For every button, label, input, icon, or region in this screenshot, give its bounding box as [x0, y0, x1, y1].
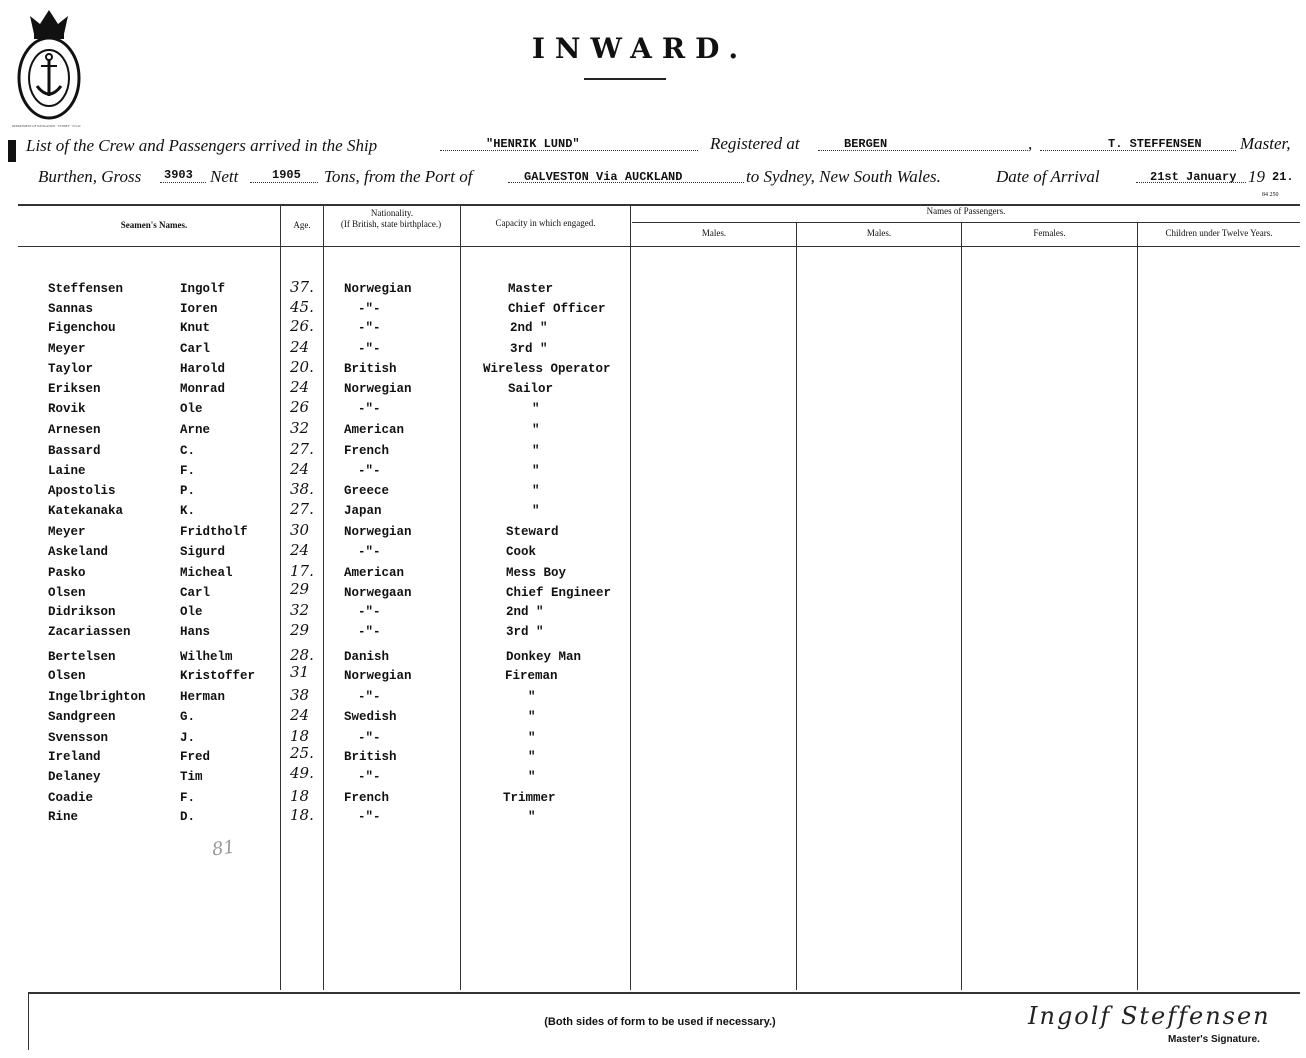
- crew-age: 24: [290, 460, 310, 478]
- crew-given-name: P.: [180, 484, 196, 498]
- crew-nationality: -"-: [358, 625, 381, 639]
- crew-surname: Figenchou: [48, 321, 116, 335]
- crew-surname: Svensson: [48, 731, 109, 745]
- crew-nationality: Norwegaan: [344, 586, 412, 600]
- crew-capacity: ": [532, 423, 540, 437]
- header-males-2: Males.: [866, 228, 892, 238]
- crew-capacity: ": [528, 750, 536, 764]
- col-divider-age: [323, 204, 324, 990]
- crew-capacity: 3rd ": [506, 625, 544, 639]
- col-divider-nationality: [460, 204, 461, 990]
- crew-given-name: Micheal: [180, 566, 233, 580]
- arrival-label: Date of Arrival: [996, 167, 1100, 186]
- arrival-year: 21.: [1272, 170, 1294, 184]
- crew-nationality: British: [344, 750, 397, 764]
- registered-comma: ,: [1028, 134, 1033, 153]
- header-seamens-names: Seamen's Names.: [120, 220, 188, 230]
- crew-given-name: Harold: [180, 362, 226, 376]
- crew-capacity: ": [532, 402, 540, 416]
- pencil-note: 81: [210, 836, 237, 861]
- header-females: Females.: [1033, 228, 1066, 238]
- crew-age: 27.: [290, 440, 314, 458]
- crew-surname: Delaney: [48, 770, 101, 784]
- crew-surname: Coadie: [48, 791, 94, 805]
- crew-surname: Olsen: [48, 586, 86, 600]
- crew-surname: Katekanaka: [48, 504, 124, 518]
- crew-nationality: Norwegian: [344, 382, 412, 396]
- crew-capacity: Steward: [506, 525, 559, 539]
- crew-given-name: Sigurd: [180, 545, 226, 559]
- master-label: Master,: [1240, 134, 1291, 153]
- crew-given-name: F.: [180, 464, 196, 478]
- header-males-1: Males.: [701, 228, 727, 238]
- crew-nationality: -"-: [358, 545, 381, 559]
- crew-capacity: ": [528, 770, 536, 784]
- crew-age: 27.: [290, 500, 314, 518]
- nett-line: [250, 182, 318, 183]
- crew-nationality: Norwegian: [344, 525, 412, 539]
- crew-nationality: -"-: [358, 605, 381, 619]
- crew-age: 28.: [290, 646, 314, 664]
- crew-nationality: -"-: [358, 731, 381, 745]
- crew-age: 18: [290, 727, 310, 745]
- crew-given-name: Ole: [180, 402, 203, 416]
- table-bottom-rule: [28, 992, 1300, 994]
- crew-surname: Eriksen: [48, 382, 101, 396]
- destination-label: to Sydney, New South Wales.: [746, 167, 941, 186]
- crew-given-name: G.: [180, 710, 196, 724]
- crew-age: 30: [290, 521, 310, 539]
- crew-given-name: Ioren: [180, 302, 218, 316]
- crew-age: 26.: [290, 317, 314, 335]
- margin-mark: [8, 140, 16, 162]
- crew-nationality: French: [344, 791, 390, 805]
- crew-age: 20.: [290, 358, 314, 376]
- crew-age: 49.: [290, 764, 314, 782]
- tons-label: Tons, from the Port of: [324, 167, 473, 186]
- crew-nationality: Swedish: [344, 710, 397, 724]
- arrival-year-prefix: 19: [1248, 167, 1265, 186]
- signature-label: Master's Signature.: [1168, 1034, 1260, 1045]
- crew-age: 29: [290, 621, 310, 639]
- crew-given-name: Arne: [180, 423, 211, 437]
- crew-nationality: Greece: [344, 484, 390, 498]
- crew-age: 18.: [290, 806, 314, 824]
- crew-surname: Sandgreen: [48, 710, 116, 724]
- crew-capacity: 3rd ": [510, 342, 548, 356]
- header-nationality: Nationality.: [370, 208, 414, 218]
- form-instruction: (Both sides of form to be used if necessary.): [544, 1016, 776, 1028]
- crew-capacity: ": [528, 810, 536, 824]
- crew-given-name: Ole: [180, 605, 203, 619]
- crew-nationality: Danish: [344, 650, 390, 664]
- form-number: 84 250: [1262, 192, 1279, 198]
- crew-given-name: Fridtholf: [180, 525, 248, 539]
- from-port: GALVESTON Via AUCKLAND: [524, 170, 683, 184]
- crew-nationality: British: [344, 362, 397, 376]
- crew-surname: Askeland: [48, 545, 109, 559]
- gross-line: [160, 182, 206, 183]
- col-divider-females: [1137, 222, 1138, 990]
- crew-nationality: -"-: [358, 342, 381, 356]
- title-underline: [584, 78, 666, 80]
- crew-nationality: -"-: [358, 690, 381, 704]
- crew-age: 24: [290, 541, 310, 559]
- burthen-label: Burthen, Gross: [38, 167, 142, 186]
- crew-capacity: Chief Engineer: [506, 586, 612, 600]
- crew-surname: Bassard: [48, 444, 101, 458]
- crew-capacity: ": [532, 484, 540, 498]
- crew-age: 24: [290, 338, 310, 356]
- page-title: INWARD.: [531, 32, 749, 65]
- crew-surname: Zacariassen: [48, 625, 131, 639]
- crew-given-name: Kristoffer: [180, 669, 256, 683]
- crew-given-name: Tim: [180, 770, 203, 784]
- crew-nationality: -"-: [358, 770, 381, 784]
- col-divider-males1: [796, 222, 797, 990]
- crew-capacity: ": [528, 731, 536, 745]
- crew-surname: Meyer: [48, 342, 86, 356]
- crew-given-name: J.: [180, 731, 196, 745]
- col-divider-names: [280, 204, 281, 990]
- crew-nationality: Japan: [344, 504, 382, 518]
- crew-given-name: D.: [180, 810, 196, 824]
- nett-label: Nett: [210, 167, 239, 186]
- crew-given-name: Knut: [180, 321, 211, 335]
- header-prefix: List of the Crew and Passengers arrived in the Ship: [26, 136, 378, 155]
- crew-capacity: 2nd ": [506, 605, 544, 619]
- crew-given-name: Carl: [180, 586, 211, 600]
- header-age: Age.: [293, 220, 311, 230]
- crew-given-name: C.: [180, 444, 196, 458]
- master-name: T. STEFFENSEN: [1108, 137, 1202, 151]
- header-bottom-rule: [18, 246, 1300, 247]
- crew-surname: Apostolis: [48, 484, 116, 498]
- col-divider-males2: [961, 222, 962, 990]
- crew-age: 24: [290, 378, 310, 396]
- crew-capacity: Wireless Operator: [483, 362, 611, 376]
- crew-surname: Arnesen: [48, 423, 101, 437]
- crew-age: 38.: [290, 480, 314, 498]
- crew-surname: Taylor: [48, 362, 94, 376]
- crew-surname: Steffensen: [48, 282, 124, 296]
- crew-given-name: Herman: [180, 690, 226, 704]
- header-children: Children under Twelve Years.: [1165, 228, 1273, 238]
- crew-age: 26: [290, 398, 310, 416]
- crew-capacity: Trimmer: [503, 791, 556, 805]
- crew-surname: Ingelbrighton: [48, 690, 146, 704]
- crew-age: 17.: [290, 562, 314, 580]
- crew-capacity: ": [528, 710, 536, 724]
- crew-surname: Ireland: [48, 750, 101, 764]
- crew-given-name: Hans: [180, 625, 211, 639]
- crew-given-name: F.: [180, 791, 196, 805]
- crew-surname: Rine: [48, 810, 79, 824]
- crew-age: 31: [290, 663, 310, 681]
- crew-nationality: American: [344, 566, 405, 580]
- crew-age: 38: [290, 686, 310, 704]
- crew-capacity: Mess Boy: [506, 566, 567, 580]
- crew-capacity: Master: [508, 282, 554, 296]
- crew-surname: Bertelsen: [48, 650, 116, 664]
- crew-age: 24: [290, 706, 310, 724]
- crew-age: 29: [290, 580, 310, 598]
- crew-capacity: 2nd ": [510, 321, 548, 335]
- crew-nationality: Norwegian: [344, 282, 412, 296]
- crew-surname: Pasko: [48, 566, 86, 580]
- crew-given-name: Ingolf: [180, 282, 226, 296]
- passenger-header-rule: [632, 222, 1300, 223]
- crew-capacity: ": [532, 504, 540, 518]
- registered-label: Registered at: [710, 134, 800, 153]
- crew-capacity: Fireman: [505, 669, 558, 683]
- col-divider-capacity: [630, 204, 631, 990]
- header-passengers: Names of Passengers.: [926, 206, 1006, 216]
- crew-nationality: French: [344, 444, 390, 458]
- crew-surname: Didrikson: [48, 605, 116, 619]
- gross-tonnage: 3903: [164, 168, 193, 182]
- crew-age: 18: [290, 787, 310, 805]
- crew-given-name: Monrad: [180, 382, 226, 396]
- crew-age: 25.: [290, 744, 314, 762]
- arrival-day: 21st January: [1150, 170, 1237, 184]
- crew-given-name: Carl: [180, 342, 211, 356]
- crew-nationality: -"-: [358, 402, 381, 416]
- crew-age: 32: [290, 601, 310, 619]
- header-nationality-note: (If British, state birthplace.): [340, 219, 442, 229]
- crew-capacity: ": [528, 690, 536, 704]
- emblem-text: DEPARTMENT OF NAVIGATION · SYDNEY · N.S.W.: [12, 124, 81, 128]
- crew-age: 45.: [290, 298, 314, 316]
- registered-port: BERGEN: [844, 137, 888, 151]
- crew-nationality: -"-: [358, 464, 381, 478]
- crew-capacity: Cook: [506, 545, 537, 559]
- crew-surname: Meyer: [48, 525, 86, 539]
- crew-given-name: Fred: [180, 750, 211, 764]
- crew-nationality: -"-: [358, 302, 381, 316]
- crew-capacity: ": [532, 444, 540, 458]
- crew-age: 37.: [290, 278, 314, 296]
- crew-given-name: Wilhelm: [180, 650, 233, 664]
- crew-surname: Rovik: [48, 402, 86, 416]
- crew-surname: Olsen: [48, 669, 86, 683]
- crew-given-name: K.: [180, 504, 196, 518]
- master-signature: Ingolf Steffensen: [1028, 1002, 1271, 1030]
- crew-nationality: -"-: [358, 810, 381, 824]
- nett-tonnage: 1905: [272, 168, 301, 182]
- crew-nationality: American: [344, 423, 405, 437]
- header-capacity: Capacity in which engaged.: [495, 218, 596, 228]
- ship-name: "HENRIK LUND": [486, 137, 580, 151]
- crew-nationality: -"-: [358, 321, 381, 335]
- crew-age: 32: [290, 419, 310, 437]
- crew-capacity: ": [532, 464, 540, 478]
- crew-capacity: Donkey Man: [506, 650, 582, 664]
- crew-surname: Sannas: [48, 302, 94, 316]
- crew-capacity: Sailor: [508, 382, 554, 396]
- crew-capacity: Chief Officer: [508, 302, 606, 316]
- crew-surname: Laine: [48, 464, 86, 478]
- crew-nationality: Norwegian: [344, 669, 412, 683]
